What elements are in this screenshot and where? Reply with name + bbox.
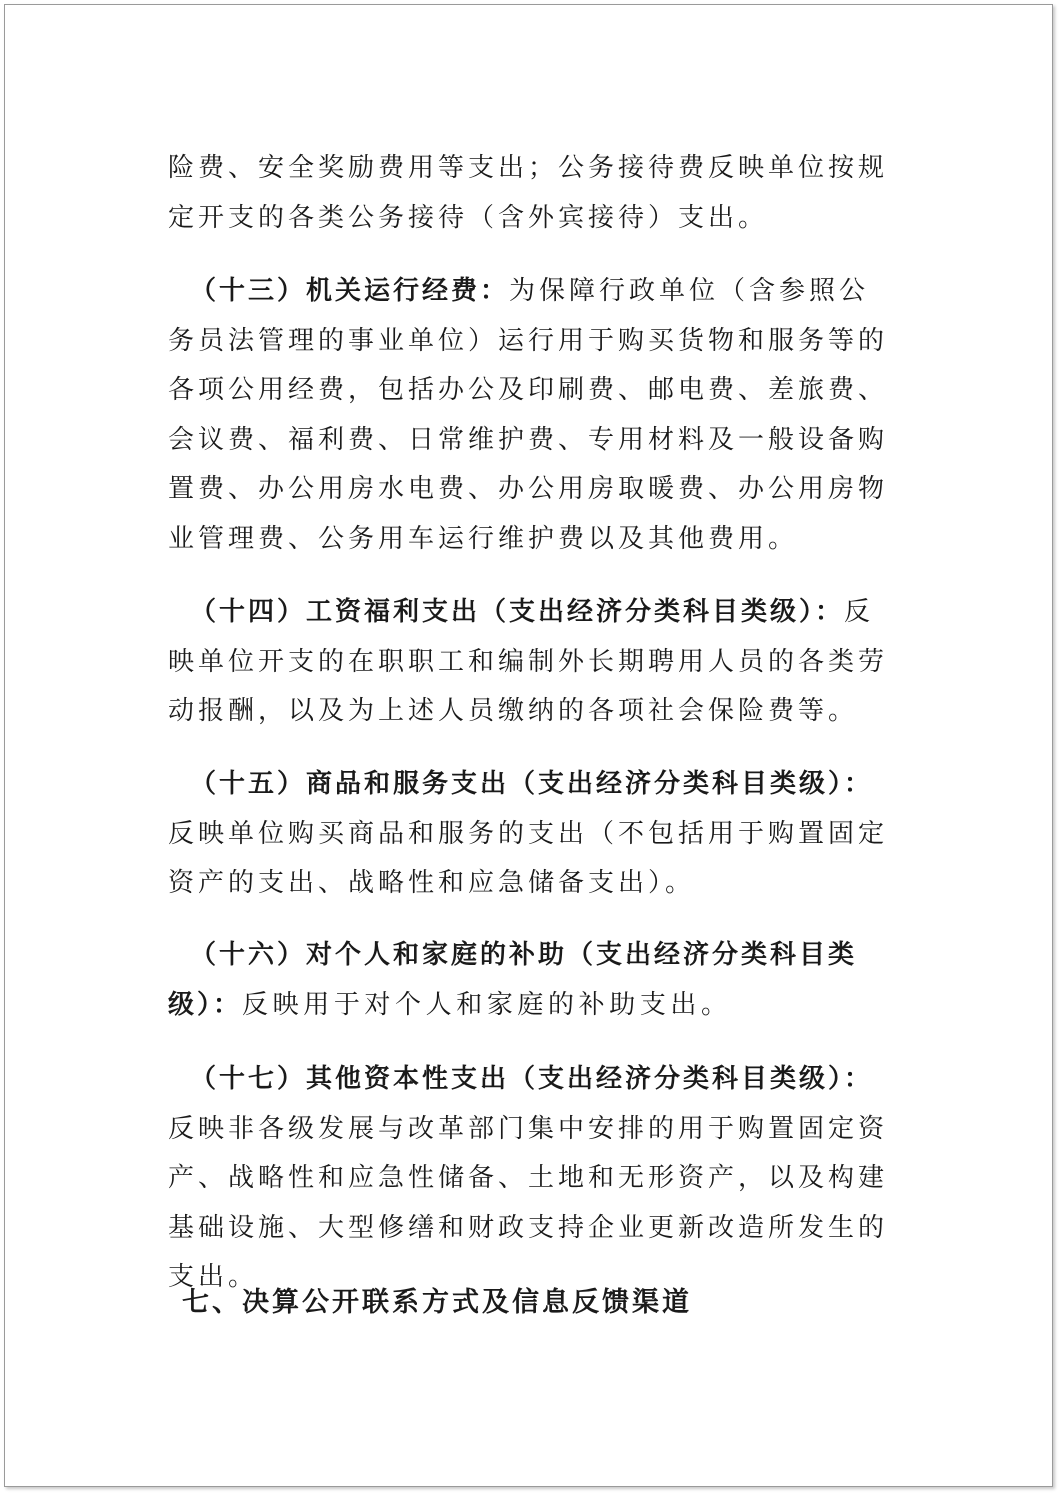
paragraph-body: 反映单位开支的在职职工和编制外长期聘用人员的各类劳动报酬，以及为上述人员缴纳的各项社会保险费等。 [168, 597, 889, 726]
paragraph-body: 反映单位购买商品和服务的支出（不包括用于购置固定资产的支出、战略性和应急储备支出）。 [168, 818, 889, 898]
paragraph-body: 为保障行政单位（含参照公务员法管理的事业单位）运行用于购买货物和服务等的各项公用经费，包括办公及印刷费、邮电费、差旅费、会议费、福利费、日常维护费、专用材料及一般设备购置费、办公用房水电费、办公用房取暖费、办公用房物业管理费、公务用车运行维护费以及其他费用。 [168, 276, 889, 554]
section-title: 七、决算公开联系方式及信息反馈渠道 [182, 1287, 692, 1318]
paragraph-body: 反映非各级发展与改革部门集中安排的用于购置固定资产、战略性和应急性储备、土地和无形资产，以及构建基础设施、大型修缮和财政支持企业更新改造所发生的支出。 [168, 1113, 889, 1292]
paragraph-heading: （十四）工资福利支出（支出经济分类科目类级）： [190, 597, 845, 627]
paragraph-item-17 [168, 1055, 893, 1303]
paragraph-body: 反映用于对个人和家庭的补助支出。 [242, 989, 732, 1020]
paragraph-item-16 [168, 931, 893, 1030]
paragraph-heading: （十七）其他资本性支出（支出经济分类科目类级）： [190, 1064, 874, 1094]
document-page [4, 4, 1053, 1487]
paragraph-item-13 [168, 267, 893, 564]
paragraph-item-14 [168, 588, 893, 737]
paragraph-heading: （十六）对个人和家庭的补助（支出经济分类科目类级）： [168, 940, 858, 1020]
paragraph-body: 险费、安全奖励费用等支出；公务接待费反映单位按规定开支的各类公务接待（含外宾接待）支出。 [168, 153, 889, 233]
paragraph-heading: （十三）机关运行经费： [190, 276, 510, 306]
paragraph-heading: （十五）商品和服务支出（支出经济分类科目类级）： [190, 769, 874, 799]
paragraph-continuation [168, 144, 893, 243]
paragraph-item-15 [168, 760, 893, 909]
